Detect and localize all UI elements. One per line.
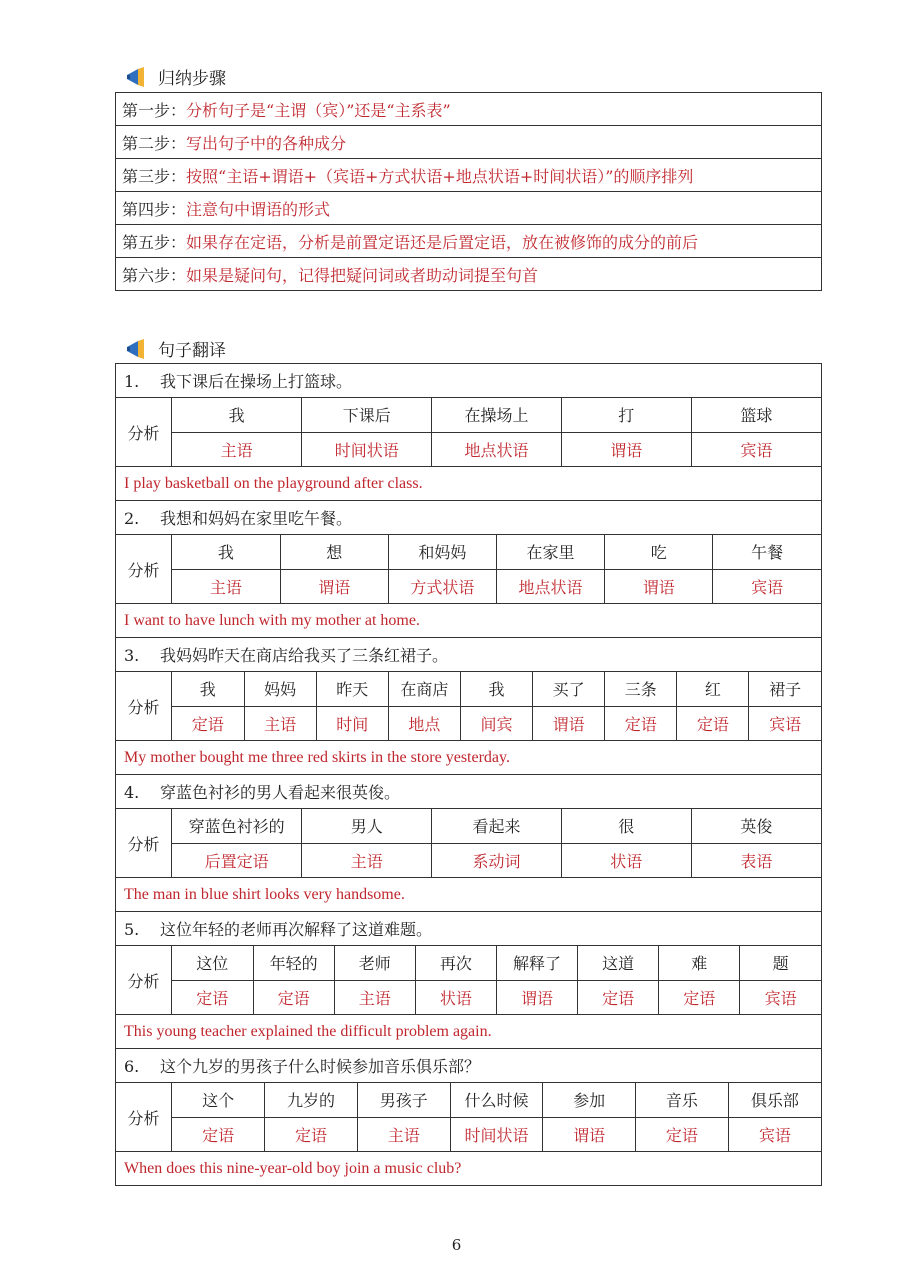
analysis-label: 分析	[116, 672, 172, 741]
question-text: 穿蓝色衬衫的男人看起来很英俊。	[160, 783, 401, 802]
step-label: 第五步：	[122, 232, 187, 252]
word-cell: 红	[677, 672, 749, 706]
analysis-grid-cell	[172, 535, 822, 604]
step-label: 第二步：	[122, 133, 187, 153]
analysis-label: 分析	[116, 398, 172, 467]
word-cell: 参加	[543, 1083, 636, 1117]
step-row	[116, 258, 822, 291]
role-cell: 谓语	[605, 569, 713, 603]
analysis-row	[116, 535, 822, 604]
word-cell: 看起来	[432, 809, 562, 843]
answer-row	[116, 1152, 822, 1186]
word-cell: 在操场上	[432, 398, 562, 432]
answer-row	[116, 467, 822, 501]
step-row	[116, 126, 822, 159]
word-cell: 妈妈	[244, 672, 316, 706]
step-label: 第三步：	[122, 166, 187, 186]
step-row	[116, 93, 822, 126]
role-cell: 地点状语	[496, 569, 604, 603]
analysis-grid	[172, 1083, 821, 1151]
question-cell	[116, 638, 822, 672]
question-row	[116, 364, 822, 398]
role-cell: 主语	[244, 706, 316, 740]
word-cell: 什么时候	[450, 1083, 543, 1117]
step-label: 第一步：	[122, 100, 187, 120]
answer-text: When does this nine-year-old boy join a music club?	[116, 1152, 822, 1186]
section-heading-steps	[124, 64, 226, 89]
role-cell: 定语	[659, 980, 740, 1014]
section-heading-translation	[124, 336, 226, 361]
word-cell: 难	[659, 946, 740, 980]
role-cell: 定语	[677, 706, 749, 740]
question-row	[116, 912, 822, 946]
word-cell: 很	[561, 809, 691, 843]
analysis-row	[116, 398, 822, 467]
question-number: 2.	[124, 509, 140, 528]
word-cell: 打	[561, 398, 691, 432]
role-cell: 主语	[172, 432, 302, 466]
analysis-row	[116, 1083, 822, 1152]
step-cell	[116, 192, 822, 225]
word-cell: 三条	[605, 672, 677, 706]
analysis-grid-cell	[172, 398, 822, 467]
translation-table	[115, 363, 822, 1186]
word-cell: 午餐	[713, 535, 821, 569]
answer-text: This young teacher explained the difficult problem again.	[116, 1015, 822, 1049]
word-cell: 再次	[415, 946, 496, 980]
role-cell: 后置定语	[172, 843, 302, 877]
analysis-grid	[172, 398, 821, 466]
role-cell: 主语	[172, 569, 280, 603]
role-cell: 定语	[172, 1117, 265, 1151]
answer-row	[116, 604, 822, 638]
analysis-label: 分析	[116, 535, 172, 604]
role-cell: 定语	[172, 706, 244, 740]
role-cell: 状语	[415, 980, 496, 1014]
analysis-grid-cell	[172, 672, 822, 741]
role-cell: 方式状语	[388, 569, 496, 603]
role-cell: 谓语	[280, 569, 388, 603]
word-cell: 我	[460, 672, 532, 706]
analysis-row	[116, 946, 822, 1015]
analysis-grid	[172, 535, 821, 603]
question-cell	[116, 501, 822, 535]
role-cell: 主语	[302, 843, 432, 877]
role-cell: 谓语	[543, 1117, 636, 1151]
step-text: 分析句子是“主谓（宾）”还是“主系表”	[186, 100, 451, 120]
step-cell	[116, 126, 822, 159]
word-cell: 俱乐部	[728, 1083, 821, 1117]
role-cell: 主语	[357, 1117, 450, 1151]
question-row	[116, 775, 822, 809]
analysis-grid-cell	[172, 946, 822, 1015]
question-number: 1.	[124, 372, 140, 391]
analysis-grid	[172, 809, 821, 877]
question-text: 我妈妈昨天在商店给我买了三条红裙子。	[160, 646, 449, 665]
word-cell: 裙子	[749, 672, 821, 706]
role-cell: 系动词	[432, 843, 562, 877]
step-text: 注意句中谓语的形式	[186, 199, 331, 219]
question-text: 我下课后在操场上打篮球。	[160, 372, 353, 391]
role-cell: 定语	[172, 980, 253, 1014]
step-cell	[116, 159, 822, 192]
answer-row	[116, 1015, 822, 1049]
megaphone-icon	[124, 337, 148, 361]
question-cell	[116, 1049, 822, 1083]
role-cell: 表语	[691, 843, 821, 877]
analysis-grid-cell	[172, 809, 822, 878]
role-cell: 状语	[561, 843, 691, 877]
step-row	[116, 192, 822, 225]
question-text: 这位年轻的老师再次解释了这道难题。	[160, 920, 433, 939]
word-cell: 买了	[533, 672, 605, 706]
word-cell: 我	[172, 535, 280, 569]
word-cell: 九岁的	[265, 1083, 358, 1117]
role-cell: 宾语	[728, 1117, 821, 1151]
role-cell: 谓语	[497, 980, 578, 1014]
word-cell: 篮球	[691, 398, 821, 432]
word-cell: 穿蓝色衬衫的	[172, 809, 302, 843]
analysis-grid	[172, 672, 821, 740]
role-cell: 时间状语	[450, 1117, 543, 1151]
word-cell: 下课后	[302, 398, 432, 432]
word-cell: 在家里	[496, 535, 604, 569]
role-cell: 谓语	[561, 432, 691, 466]
role-cell: 定语	[636, 1117, 729, 1151]
word-cell: 音乐	[636, 1083, 729, 1117]
question-cell	[116, 775, 822, 809]
section-title: 句子翻译	[158, 341, 226, 361]
word-cell: 昨天	[316, 672, 388, 706]
word-cell: 解释了	[497, 946, 578, 980]
step-cell	[116, 258, 822, 291]
role-cell: 宾语	[713, 569, 821, 603]
step-row	[116, 225, 822, 258]
role-cell: 定语	[605, 706, 677, 740]
question-text: 我想和妈妈在家里吃午餐。	[160, 509, 353, 528]
word-cell: 和妈妈	[388, 535, 496, 569]
word-cell: 这道	[578, 946, 659, 980]
analysis-row	[116, 672, 822, 741]
step-row	[116, 159, 822, 192]
step-text: 按照“主语+谓语+（宾语+方式状语+地点状语+时间状语）”的顺序排列	[186, 166, 694, 186]
role-cell: 主语	[334, 980, 415, 1014]
role-cell: 地点状语	[432, 432, 562, 466]
step-text: 如果存在定语，分析是前置定语还是后置定语，放在被修饰的成分的前后	[186, 232, 699, 252]
steps-table	[115, 92, 822, 291]
page-number: 6	[451, 1236, 462, 1254]
role-cell: 时间	[316, 706, 388, 740]
step-text: 如果是疑问句，记得把疑问词或者助动词提至句首	[186, 265, 539, 285]
answer-row	[116, 741, 822, 775]
answer-text: My mother bought me three red skirts in the store yesterday.	[116, 741, 822, 775]
step-cell	[116, 93, 822, 126]
role-cell: 地点	[388, 706, 460, 740]
analysis-label: 分析	[116, 946, 172, 1015]
step-label: 第四步：	[122, 199, 187, 219]
word-cell: 英俊	[691, 809, 821, 843]
role-cell: 时间状语	[302, 432, 432, 466]
role-cell: 定语	[253, 980, 334, 1014]
word-cell: 这位	[172, 946, 253, 980]
role-cell: 间宾	[460, 706, 532, 740]
role-cell: 谓语	[533, 706, 605, 740]
role-cell: 定语	[265, 1117, 358, 1151]
analysis-row	[116, 809, 822, 878]
question-number: 4.	[124, 783, 140, 802]
question-row	[116, 638, 822, 672]
question-number: 3.	[124, 646, 140, 665]
question-number: 6.	[124, 1057, 140, 1076]
role-cell: 宾语	[749, 706, 821, 740]
question-row	[116, 501, 822, 535]
word-cell: 这个	[172, 1083, 265, 1117]
answer-text: The man in blue shirt looks very handsome.	[116, 878, 822, 912]
question-text: 这个九岁的男孩子什么时候参加音乐俱乐部？	[160, 1057, 481, 1076]
word-cell: 我	[172, 672, 244, 706]
megaphone-icon	[124, 65, 148, 89]
question-cell	[116, 912, 822, 946]
question-row	[116, 1049, 822, 1083]
step-label: 第六步：	[122, 265, 187, 285]
word-cell: 吃	[605, 535, 713, 569]
analysis-label: 分析	[116, 809, 172, 878]
answer-text: I want to have lunch with my mother at home.	[116, 604, 822, 638]
word-cell: 在商店	[388, 672, 460, 706]
analysis-grid-cell	[172, 1083, 822, 1152]
word-cell: 题	[740, 946, 821, 980]
role-cell: 定语	[578, 980, 659, 1014]
answer-row	[116, 878, 822, 912]
question-number: 5.	[124, 920, 140, 939]
word-cell: 年轻的	[253, 946, 334, 980]
step-cell	[116, 225, 822, 258]
word-cell: 想	[280, 535, 388, 569]
analysis-label: 分析	[116, 1083, 172, 1152]
answer-text: I play basketball on the playground after class.	[116, 467, 822, 501]
step-text: 写出句子中的各种成分	[186, 133, 347, 153]
role-cell: 宾语	[691, 432, 821, 466]
word-cell: 我	[172, 398, 302, 432]
word-cell: 男孩子	[357, 1083, 450, 1117]
word-cell: 男人	[302, 809, 432, 843]
question-cell	[116, 364, 822, 398]
analysis-grid	[172, 946, 821, 1014]
section-title: 归纳步骤	[158, 69, 226, 89]
role-cell: 宾语	[740, 980, 821, 1014]
word-cell: 老师	[334, 946, 415, 980]
